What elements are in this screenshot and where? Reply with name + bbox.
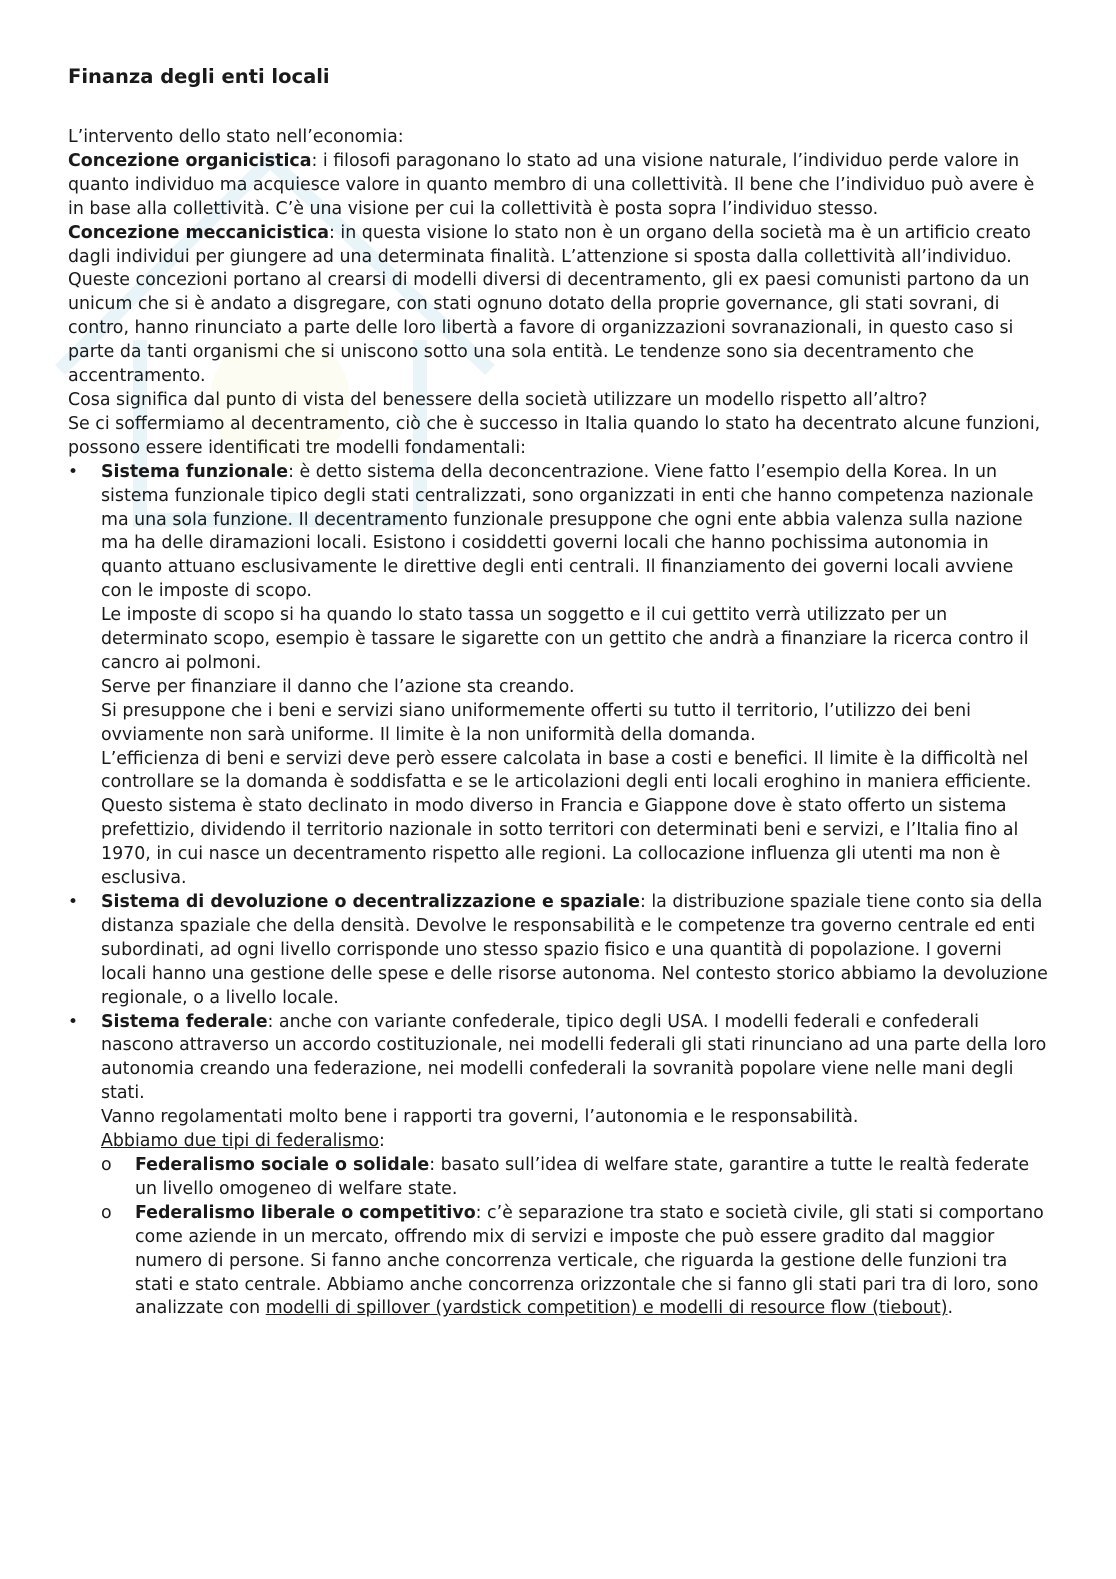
functional-p6: Questo sistema è stato declinato in modo diverso in Francia e Giappone dove è stato offerto un sistema prefettizio, dividendo il territorio nazionale in sotto territori con determinati beni e servizi, e l’Italia fino al 1970, in cui nasce un decentramento rispetto alle regioni. La collocazione influenza gli utenti ma non è esclusiva. — [101, 796, 1019, 889]
functional-p3: Serve per finanziare il danno che l’azione sta creando. — [101, 676, 575, 697]
models-list — [68, 461, 1048, 1322]
functional-p5: L’efficienza di beni e servizi deve però essere calcolata in base a costi e benefici. Il limite è la difficoltà nel controllare se la domanda è soddisfatta e se le articolazioni degli enti locali eroghino in maniera efficiente. — [101, 748, 1032, 793]
term-liberal-federalism: Federalismo liberale o competitivo — [135, 1202, 476, 1223]
intro-line: L’intervento dello stato nell’economia: — [68, 127, 404, 147]
list-item-social-federalism: o Federalismo sociale o solidale: basato sull’idea di welfare state, garantire a tutte le realtà federate un livello omogeneo di welfare state. — [101, 1154, 1048, 1202]
document-page — [68, 64, 1048, 1321]
term-organicistic: Concezione organicistica — [68, 150, 312, 171]
functional-p2: Le imposte di scopo si ha quando lo stato tassa un soggetto e il cui gettito verrà utilizzato per un determinato scopo, esempio è tassare le sigarette con un gettito che andrà a finanziare la ricerca contro il cancro ai polmoni. — [101, 605, 1029, 673]
term-federal: Sistema federale — [101, 1011, 268, 1032]
term-functional: Sistema funzionale — [101, 461, 289, 482]
paragraph-decentralization: Se ci soffermiamo al decentramento, ciò che è successo in Italia quando lo stato ha decentrato alcune funzioni, possono essere identificati tre modelli fondamentali: — [68, 413, 1041, 458]
page-title: Finanza degli enti locali — [68, 65, 330, 88]
functional-p4: Si presuppone che i beni e servizi siano uniformemente offerti su tutto il territorio, l’utilizzo dei beni ovviamente non sarà uniforme. Il limite è la non uniformità della domanda. — [101, 700, 971, 745]
list-item-federal: • Sistema federale: anche con variante confederale, tipico degli USA. I modelli federali e confederali nascono attraverso un accordo costituzionale, nei modelli federali gli stati rinunciano ad una parte della loro autonomia creando una federazione, nei modelli confederali la sovranità popolare viene nelle mani degli stati. Vanno regolamentati molto bene i rapporti tra governi, l’autonomia e le responsabilità. Abbiamo due tipi di federalismo: o Federalismo sociale o solidale: basato sull’idea di welfare state, garantire a tutte le realtà federate un livello omogeneo di welfare state. o Federalismo liberale o competitivo: c’è separazione tra stato e società civile, gli stati si comportano come aziende in un mercato, offrendo mix di servizi e imposte che può essere gradito dal maggior numero di persone. Si fanno anche concorrenza verticale, che riguarda la gestione delle funzioni tra stati e stato centrale. Abbiamo anche concorrenza orizzontale che si fanno gli stati pari tra di loro, sono analizzate con modelli di spillover (yardstick competition) e modelli di resource flow (tiebout). — [68, 1011, 1048, 1322]
paragraph-models: Queste concezioni portano al crearsi di modelli diversi di decentramento, gli ex paesi comunisti partono da un unicum che si è andato a disgregare, con stati ognuno dotato della proprie governance, gli stati sovrani, di contro, hanno rinunciato a parte delle loro libertà a favore di organizzazioni sovranazionali, in questo caso si parte da tanti organismi che si uniscono sotto una sola entità. Le tendenze sono sia decentramento che accentramento. — [68, 270, 1030, 387]
term-mechanistic: Concezione meccanicistica — [68, 222, 330, 243]
paragraph-question: Cosa significa dal punto di vista del benessere della società utilizzare un modello rispetto all’altro? — [68, 389, 928, 410]
federalism-types-list — [101, 1154, 1048, 1321]
term-devolution: Sistema di devoluzione o decentralizzazione e spaziale — [101, 892, 640, 912]
federal-types: Abbiamo due tipi di federalismo: — [101, 1131, 385, 1152]
list-item-functional: • Sistema funzionale: è detto sistema della deconcentrazione. Viene fatto l’esempio della Korea. In un sistema funzionale tipico degli stati centralizzati, sono organizzati in enti che hanno competenza nazionale ma una sola funzione. Il decentramento funzionale presuppone che ogni ente abbia valenza sulla nazione ma ha delle diramazioni locali. Esistono i cosiddetti governi locali che hanno pochissima autonomia in quanto attuano esclusivamente le direttive degli enti centrali. Il finanziamento dei governi locali avviene con le imposte di scopo. Le imposte di scopo si ha quando lo stato tassa un soggetto e il cui gettito verrà utilizzato per un determinato scopo, esempio è tassare le sigarette con un gettito che andrà a finanziare la ricerca contro il cancro ai polmoni. Serve per finanziare il danno che l’azione sta creando. Si presuppone che i beni e servizi siano uniformemente offerti su tutto il territorio, l’utilizzo dei beni ovviamente non sarà uniforme. Il limite è la non uniformità della domanda. L’efficienza di beni e servizi deve però essere calcolata in base a costi e benefici. Il limite è la difficoltà nel controllare se la domanda è soddisfatta e se le articolazioni degli enti locali eroghino in maniera efficiente. Questo sistema è stato declinato in modo diverso in Francia e Giappone dove è stato offerto un sistema prefettizio, dividendo il territorio nazionale in sotto territori con determinati beni e servizi, e l’Italia fino al 1970, in cui nasce un decentramento rispetto alle regioni. La collocazione influenza gli utenti ma non è esclusiva. — [68, 461, 1048, 891]
paragraph-organicistic: Concezione organicistica: i filosofi paragonano lo stato ad una visione naturale, l’individuo perde valore in quanto individuo ma acquiesce valore in quanto membro di una collettività. Il bene che l’individuo può avere è in base alla collettività. C’è una visione per cui la collettività è posta sopra l’individuo stesso. — [68, 150, 1035, 219]
list-item-devolution: • Sistema di devoluzione o decentralizzazione e spaziale: la distribuzione spaziale tiene conto sia della distanza spaziale che della densità. Devolve le responsabilità e le competenze tra governo centrale ed enti subordinati, ad ogni livello corrisponde uno stesso spazio fisico e una quantità di popolazione. I governi locali hanno una gestione delle spese e delle risorse autonoma. Nel contesto storico abbiamo la devoluzione regionale, o a livello locale. — [68, 891, 1048, 1011]
list-item-liberal-federalism: o Federalismo liberale o competitivo: c’è separazione tra stato e società civile, gli stati si comportano come aziende in un mercato, offrendo mix di servizi e imposte che può essere gradito dal maggior numero di persone. Si fanno anche concorrenza verticale, che riguarda la gestione delle funzioni tra stati e stato centrale. Abbiamo anche concorrenza orizzontale che si fanno gli stati pari tra di loro, sono analizzate con modelli di spillover (yardstick competition) e modelli di resource flow (tiebout). — [101, 1202, 1048, 1322]
paragraph-mechanistic: Concezione meccanicistica: in questa visione lo stato non è un organo della società ma è un artificio creato dagli individui per giungere ad una determinata finalità. L’attenzione si sposta dalla collettività all’individuo. — [68, 222, 1031, 267]
federal-p2: Vanno regolamentati molto bene i rapporti tra governi, l’autonomia e le responsabilità. — [101, 1107, 859, 1128]
term-social-federalism: Federalismo sociale o solidale — [135, 1154, 430, 1175]
models-reference: modelli di spillover (yardstick competition) e modelli di resource flow (tiebout) — [265, 1298, 948, 1319]
